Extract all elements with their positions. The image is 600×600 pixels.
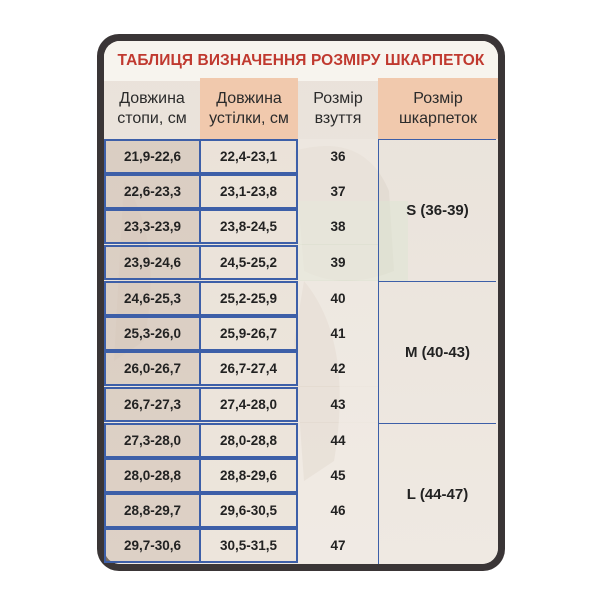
insole-length-cell: 23,1-23,8 xyxy=(200,174,298,209)
table-row xyxy=(104,245,378,280)
shoe-size-cell: 42 xyxy=(298,351,378,386)
insole-length-cell: 23,8-24,5 xyxy=(200,209,298,244)
foot-length-cell: 25,3-26,0 xyxy=(104,316,200,351)
shoe-size-cell: 40 xyxy=(298,281,378,316)
shoe-size-cell: 47 xyxy=(298,528,378,563)
table-row xyxy=(104,316,378,351)
table-row xyxy=(104,281,378,316)
insole-length-cell: 25,9-26,7 xyxy=(200,316,298,351)
foot-length-cell: 26,0-26,7 xyxy=(104,351,200,386)
insole-length-cell: 27,4-28,0 xyxy=(200,387,298,422)
table-row xyxy=(104,139,378,174)
header-foot-line2: стопи, см xyxy=(117,109,187,127)
header-insole-line1: Довжина xyxy=(216,89,282,107)
foot-length-cell: 23,9-24,6 xyxy=(104,245,200,280)
sock-size-group-s: S (36-39) xyxy=(378,139,496,281)
header-sock-line2: шкарпеток xyxy=(398,109,478,127)
table-row xyxy=(104,174,378,209)
insole-length-cell: 26,7-27,4 xyxy=(200,351,298,386)
shoe-size-cell: 36 xyxy=(298,139,378,174)
foot-length-cell: 29,7-30,6 xyxy=(104,528,200,563)
header-sock-size xyxy=(378,78,498,139)
table-row xyxy=(104,387,378,422)
shoe-size-cell: 44 xyxy=(298,423,378,458)
shoe-size-cell: 41 xyxy=(298,316,378,351)
header-foot-line1: Довжина xyxy=(119,89,185,107)
insole-length-cell: 24,5-25,2 xyxy=(200,245,298,280)
header-insole-line2: устілки, см xyxy=(209,109,289,127)
foot-length-cell: 28,0-28,8 xyxy=(104,458,200,493)
foot-length-cell: 21,9-22,6 xyxy=(104,139,200,174)
foot-length-cell: 28,8-29,7 xyxy=(104,493,200,528)
shoe-size-cell: 45 xyxy=(298,458,378,493)
table-row xyxy=(104,423,378,458)
header-foot-length xyxy=(104,78,200,139)
header-insole-length xyxy=(200,78,298,139)
header-sock-line1: Розмір xyxy=(413,89,463,107)
insole-length-cell: 29,6-30,5 xyxy=(200,493,298,528)
page-title: ТАБЛИЦЯ ВИЗНАЧЕННЯ РОЗМІРУ ШКАРПЕТОК xyxy=(104,41,498,81)
insole-length-cell: 28,8-29,6 xyxy=(200,458,298,493)
header-shoe-line1: Розмір xyxy=(313,89,363,107)
table-row xyxy=(104,493,378,528)
shoe-size-cell: 37 xyxy=(298,174,378,209)
insole-length-cell: 30,5-31,5 xyxy=(200,528,298,563)
insole-length-cell: 22,4-23,1 xyxy=(200,139,298,174)
header-shoe-size xyxy=(298,78,378,139)
foot-length-cell: 27,3-28,0 xyxy=(104,423,200,458)
foot-length-cell: 24,6-25,3 xyxy=(104,281,200,316)
shoe-size-cell: 39 xyxy=(298,245,378,280)
table-row xyxy=(104,209,378,244)
table-row xyxy=(104,351,378,386)
sock-size-group-l: L (44-47) xyxy=(378,423,496,564)
insole-length-cell: 28,0-28,8 xyxy=(200,423,298,458)
insole-length-cell: 25,2-25,9 xyxy=(200,281,298,316)
sock-size-group-m: M (40-43) xyxy=(378,281,496,423)
table-row xyxy=(104,458,378,493)
shoe-size-cell: 46 xyxy=(298,493,378,528)
foot-length-cell: 26,7-27,3 xyxy=(104,387,200,422)
foot-length-cell: 23,3-23,9 xyxy=(104,209,200,244)
foot-length-cell: 22,6-23,3 xyxy=(104,174,200,209)
shoe-size-cell: 43 xyxy=(298,387,378,422)
table-row xyxy=(104,528,378,563)
header-shoe-line2: взуття xyxy=(314,109,362,127)
shoe-size-cell: 38 xyxy=(298,209,378,244)
